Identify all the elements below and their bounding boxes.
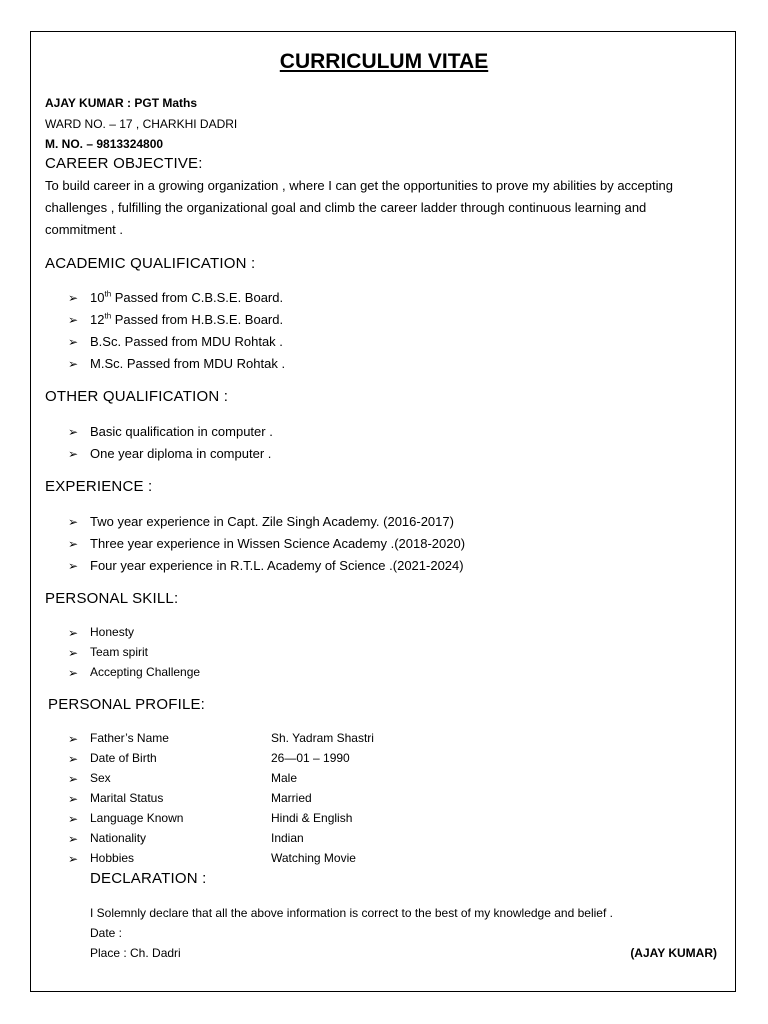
experience-item: Four year experience in R.T.L. Academy of Science .(2021-2024)	[90, 558, 464, 573]
academic-item-suffix: th	[104, 311, 112, 321]
arrow-bullet-icon: ➢	[68, 335, 79, 349]
other-qualification-item: Basic qualification in computer .	[90, 424, 273, 439]
experience-item: Two year experience in Capt. Zile Singh Academy. (2016-2017)	[90, 514, 454, 529]
profile-value: Sh. Yadram Shastri	[271, 731, 374, 745]
academic-item-text: M.Sc. Passed from MDU Rohtak .	[90, 356, 286, 371]
arrow-bullet-icon: ➢	[68, 752, 79, 766]
profile-label: Father’s Name	[90, 731, 169, 745]
other-qualification-item: One year diploma in computer .	[90, 446, 272, 461]
arrow-bullet-icon: ➢	[68, 792, 79, 806]
declaration-place: Place : Ch. Dadri	[90, 946, 181, 960]
arrow-bullet-icon: ➢	[68, 515, 79, 529]
academic-item-text: Passed from C.B.S.E. Board.	[111, 290, 284, 305]
arrow-bullet-icon: ➢	[68, 812, 79, 826]
profile-value: Hindi & English	[271, 811, 353, 825]
arrow-bullet-icon: ➢	[68, 832, 79, 846]
academic-item-text: Passed from H.B.S.E. Board.	[111, 312, 284, 327]
profile-value: Indian	[271, 831, 304, 845]
profile-value: 26—01 – 1990	[271, 751, 350, 765]
career-objective-line-3: commitment .	[45, 222, 124, 237]
profile-label: Sex	[90, 771, 111, 785]
profile-label: Marital Status	[90, 791, 164, 805]
career-objective-line-2: challenges , fulfilling the organizational goal and climb the career ladder through continuous learning and	[45, 200, 647, 215]
arrow-bullet-icon: ➢	[68, 732, 79, 746]
academic-item	[90, 356, 285, 371]
academic-item-text: B.Sc. Passed from MDU Rohtak .	[90, 334, 283, 349]
mobile-number: M. NO. – 9813324800	[45, 137, 164, 151]
personal-profile-heading: PERSONAL PROFILE:	[48, 696, 206, 713]
academic-item	[90, 312, 283, 327]
arrow-bullet-icon: ➢	[68, 537, 79, 551]
arrow-bullet-icon: ➢	[68, 425, 79, 439]
arrow-bullet-icon: ➢	[68, 626, 79, 640]
arrow-bullet-icon: ➢	[68, 291, 79, 305]
experience-heading: EXPERIENCE :	[45, 478, 153, 495]
personal-skill-item: Honesty	[90, 625, 135, 639]
signature-name: (AJAY KUMAR)	[630, 946, 717, 960]
academic-item-class: 10	[90, 290, 105, 305]
arrow-bullet-icon: ➢	[68, 666, 79, 680]
career-objective-line-1: To build career in a growing organization , where I can get the opportunities to prove my abilities by accepting	[45, 178, 673, 193]
arrow-bullet-icon: ➢	[68, 646, 79, 660]
arrow-bullet-icon: ➢	[68, 447, 79, 461]
name-line: AJAY KUMAR : PGT Maths	[45, 96, 198, 110]
academic-item	[90, 334, 283, 349]
other-qualification-heading: OTHER QUALIFICATION :	[45, 388, 229, 405]
career-objective-text	[45, 175, 725, 241]
profile-label: Nationality	[90, 831, 147, 845]
page-title: CURRICULUM VITAE	[279, 50, 489, 73]
arrow-bullet-icon: ➢	[68, 357, 79, 371]
academic-item-suffix: th	[104, 289, 112, 299]
experience-item: Three year experience in Wissen Science Academy .(2018-2020)	[90, 536, 466, 551]
profile-value: Married	[271, 791, 312, 805]
declaration-text: I Solemnly declare that all the above information is correct to the best of my knowledge and belief .	[90, 906, 613, 920]
profile-label: Date of Birth	[90, 751, 157, 765]
arrow-bullet-icon: ➢	[68, 772, 79, 786]
address: WARD NO. – 17 , CHARKHI DADRI	[45, 117, 238, 131]
arrow-bullet-icon: ➢	[68, 313, 79, 327]
profile-label: Language Known	[90, 811, 184, 825]
personal-skill-item: Accepting Challenge	[90, 665, 201, 679]
declaration-date: Date :	[90, 926, 123, 940]
profile-value: Male	[271, 771, 298, 785]
profile-value: Watching Movie	[271, 851, 356, 865]
personal-skill-item: Team spirit	[90, 645, 149, 659]
academic-item-class: 12	[90, 312, 105, 327]
career-objective-heading: CAREER OBJECTIVE:	[45, 155, 203, 172]
profile-label: Hobbies	[90, 851, 135, 865]
declaration-heading: DECLARATION :	[90, 870, 207, 887]
personal-skill-heading: PERSONAL SKILL:	[45, 590, 179, 607]
academic-item	[90, 290, 283, 305]
academic-heading: ACADEMIC QUALIFICATION :	[45, 255, 256, 272]
arrow-bullet-icon: ➢	[68, 852, 79, 866]
arrow-bullet-icon: ➢	[68, 559, 79, 573]
